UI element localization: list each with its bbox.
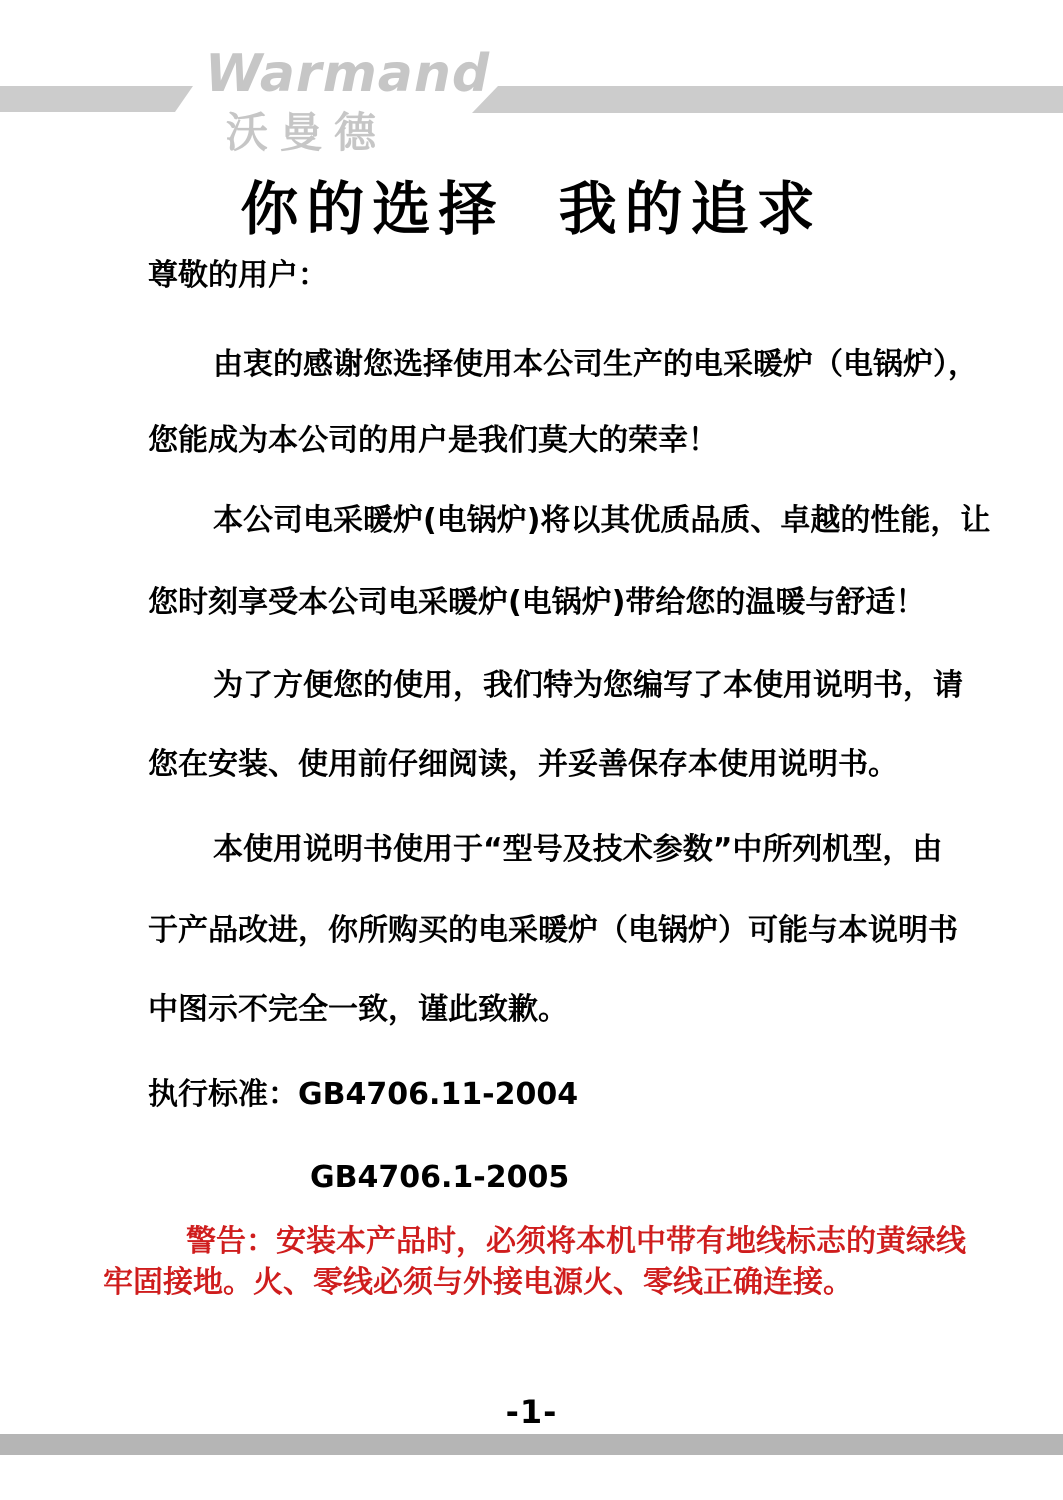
paragraph-1-line-2: 您能成为本公司的用户是我们莫大的荣幸！: [148, 423, 718, 458]
paragraph-3-line-2: 您在安装、使用前仔细阅读，并妥善保存本使用说明书。: [148, 747, 898, 782]
page-number: -1-: [505, 1393, 558, 1431]
slogan-headline: 你的选择 我的追求: [240, 175, 823, 243]
header-stripe-right: [472, 86, 1063, 113]
warning-line-2: 牢固接地。火、零线必须与外接电源火、零线正确连接。: [103, 1265, 853, 1300]
header-stripe-left: [0, 86, 193, 112]
standard-line-2: GB4706.1-2005: [310, 1160, 570, 1195]
footer-stripe: [0, 1434, 1063, 1455]
standard-line-1: 执行标准：GB4706.11-2004: [148, 1077, 579, 1112]
paragraph-4-line-2: 于产品改进，你所购买的电采暖炉（电锅炉）可能与本说明书: [148, 913, 958, 948]
brand-logo: Warmand: [205, 44, 491, 104]
salutation: 尊敬的用户：: [148, 258, 328, 293]
paragraph-2-line-1: 本公司电采暖炉(电锅炉)将以其优质品质、卓越的性能，让: [213, 503, 991, 538]
paragraph-3-line-1: 为了方便您的使用，我们特为您编写了本使用说明书，请: [213, 668, 963, 703]
paragraph-4-line-1: 本使用说明书使用于“型号及技术参数”中所列机型，由: [213, 832, 943, 867]
warning-line-1: 警告：安装本产品时，必须将本机中带有地线标志的黄绿线: [186, 1224, 966, 1259]
paragraph-1-line-1: 由衷的感谢您选择使用本公司生产的电采暖炉（电锅炉），: [213, 347, 978, 382]
paragraph-2-line-2: 您时刻享受本公司电采暖炉(电锅炉)带给您的温暖与舒适！: [148, 585, 926, 620]
paragraph-4-line-3: 中图示不完全一致，谨此致歉。: [148, 992, 568, 1027]
brand-name-chinese: 沃曼德: [226, 108, 389, 157]
